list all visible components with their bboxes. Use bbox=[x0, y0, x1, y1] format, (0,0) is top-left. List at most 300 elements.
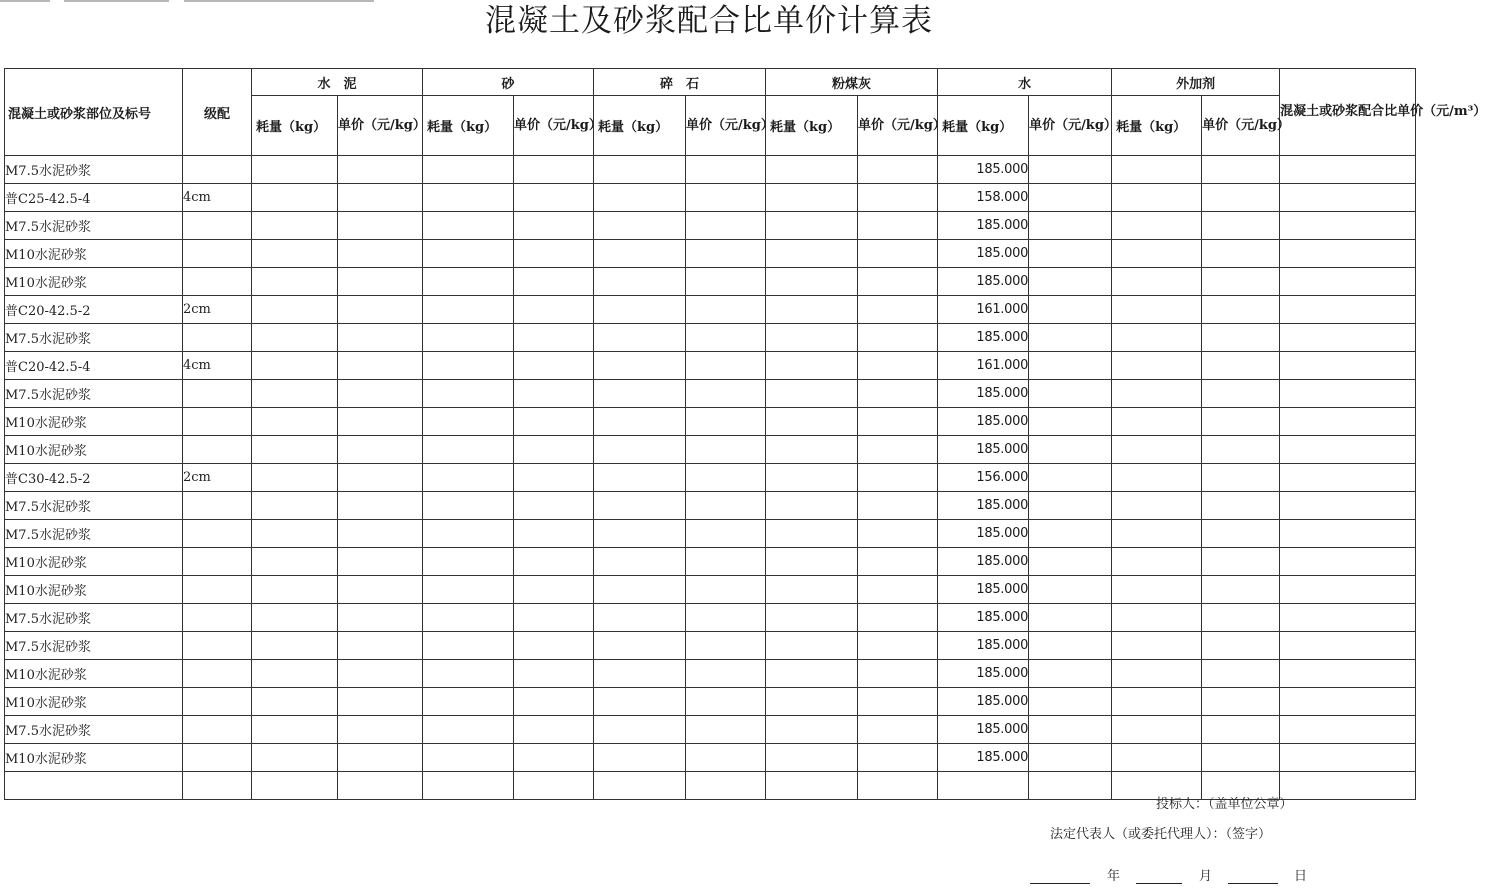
cell-empty bbox=[338, 716, 423, 744]
cell-empty bbox=[594, 632, 686, 660]
header-part: 混凝土或砂浆部位及标号 bbox=[5, 69, 183, 156]
cell-empty bbox=[338, 352, 423, 380]
cell-empty bbox=[252, 268, 338, 296]
header-group-water: 水 bbox=[938, 69, 1112, 96]
cell-empty bbox=[338, 464, 423, 492]
cell-empty bbox=[766, 492, 858, 520]
cell-grade bbox=[183, 380, 252, 408]
cell-empty bbox=[252, 492, 338, 520]
cell-grade: 4cm bbox=[183, 352, 252, 380]
cell-empty bbox=[423, 716, 514, 744]
cell-empty bbox=[1029, 184, 1112, 212]
cell-empty bbox=[338, 436, 423, 464]
cell-empty bbox=[594, 688, 686, 716]
cell-empty bbox=[1280, 576, 1416, 604]
table-row bbox=[5, 184, 1416, 212]
cell-empty bbox=[423, 184, 514, 212]
cell-grade bbox=[183, 268, 252, 296]
cell-empty bbox=[1029, 436, 1112, 464]
cell-empty bbox=[338, 772, 423, 800]
cell-empty bbox=[858, 604, 938, 632]
cell-empty bbox=[594, 492, 686, 520]
cell-empty bbox=[858, 772, 938, 800]
cell-empty bbox=[766, 184, 858, 212]
cell-empty bbox=[1029, 660, 1112, 688]
cell-empty bbox=[686, 156, 766, 184]
cell-empty bbox=[1029, 380, 1112, 408]
cell-part: M7.5水泥砂浆 bbox=[5, 492, 183, 520]
header-group-flyash: 粉煤灰 bbox=[766, 69, 938, 96]
cell-water-qty: 185.000 bbox=[938, 240, 1029, 268]
cell-empty bbox=[338, 548, 423, 576]
cell-empty bbox=[1202, 464, 1280, 492]
cell-empty bbox=[1112, 268, 1202, 296]
cell-empty bbox=[1112, 240, 1202, 268]
cell-empty bbox=[1202, 184, 1280, 212]
page-title: 混凝土及砂浆配合比单价计算表 bbox=[485, 3, 933, 39]
header-price: 单价（元/kg） bbox=[514, 96, 594, 156]
cell-grade bbox=[183, 632, 252, 660]
cell-empty bbox=[686, 184, 766, 212]
cell-empty bbox=[766, 352, 858, 380]
table-row bbox=[5, 212, 1416, 240]
cell-grade bbox=[183, 576, 252, 604]
cell-part: M10水泥砂浆 bbox=[5, 576, 183, 604]
cell-empty bbox=[514, 576, 594, 604]
cell-empty bbox=[766, 520, 858, 548]
cell-empty bbox=[338, 296, 423, 324]
cell-empty bbox=[858, 688, 938, 716]
cell-empty bbox=[338, 688, 423, 716]
cell-empty bbox=[594, 380, 686, 408]
cell-empty bbox=[1280, 632, 1416, 660]
cell-empty bbox=[252, 296, 338, 324]
cell-empty bbox=[514, 324, 594, 352]
cell-empty bbox=[858, 632, 938, 660]
table-row bbox=[5, 380, 1416, 408]
cell-empty bbox=[766, 548, 858, 576]
cell-empty bbox=[1280, 156, 1416, 184]
cell-empty bbox=[766, 744, 858, 772]
header-unit-price: 混凝土或砂浆配合比单价（元/m³） bbox=[1280, 69, 1416, 156]
cell-empty bbox=[1280, 716, 1416, 744]
cell-empty bbox=[252, 436, 338, 464]
cell-empty bbox=[252, 576, 338, 604]
cell-empty bbox=[766, 268, 858, 296]
cell-empty bbox=[858, 492, 938, 520]
cell-empty bbox=[514, 212, 594, 240]
day-blank-line bbox=[1228, 883, 1278, 884]
cell-empty bbox=[766, 156, 858, 184]
header-qty: 耗量（kg） bbox=[1112, 96, 1202, 156]
cell-empty bbox=[686, 324, 766, 352]
cell-empty bbox=[514, 548, 594, 576]
cell-part: M10水泥砂浆 bbox=[5, 660, 183, 688]
cell-part: 普C20-42.5-2 bbox=[5, 296, 183, 324]
cell-empty bbox=[1202, 492, 1280, 520]
cell-empty bbox=[686, 632, 766, 660]
cell-empty bbox=[514, 352, 594, 380]
cell-empty bbox=[1280, 436, 1416, 464]
cell-empty bbox=[858, 380, 938, 408]
cell-empty bbox=[686, 380, 766, 408]
cell-empty bbox=[686, 604, 766, 632]
cell-empty bbox=[766, 660, 858, 688]
cell-empty bbox=[1280, 772, 1416, 800]
header-group-gravel: 碎 石 bbox=[594, 69, 766, 96]
cell-part: M7.5水泥砂浆 bbox=[5, 380, 183, 408]
cell-water-qty: 185.000 bbox=[938, 436, 1029, 464]
cell-water-qty: 156.000 bbox=[938, 464, 1029, 492]
cell-water-qty: 185.000 bbox=[938, 716, 1029, 744]
cell-empty bbox=[1280, 184, 1416, 212]
cell-empty bbox=[594, 744, 686, 772]
cell-empty bbox=[594, 464, 686, 492]
cell-empty bbox=[1202, 604, 1280, 632]
cell-empty bbox=[1280, 744, 1416, 772]
cell-empty bbox=[1280, 212, 1416, 240]
cell-empty bbox=[514, 156, 594, 184]
cell-empty bbox=[1112, 296, 1202, 324]
cell-empty bbox=[514, 296, 594, 324]
cell-empty bbox=[1202, 240, 1280, 268]
cell-empty bbox=[1029, 352, 1112, 380]
cell-grade bbox=[183, 660, 252, 688]
table-row bbox=[5, 492, 1416, 520]
cell-empty bbox=[1280, 296, 1416, 324]
cell-empty bbox=[1202, 548, 1280, 576]
cell-part: M7.5水泥砂浆 bbox=[5, 156, 183, 184]
cell-grade: 4cm bbox=[183, 184, 252, 212]
table-row bbox=[5, 436, 1416, 464]
footer-bidder: 投标人：（盖单位公章） bbox=[1156, 797, 1293, 812]
cell-empty bbox=[1029, 576, 1112, 604]
cell-empty bbox=[252, 240, 338, 268]
cell-water-qty: 185.000 bbox=[938, 632, 1029, 660]
cell-water-qty: 185.000 bbox=[938, 688, 1029, 716]
cell-empty bbox=[252, 772, 338, 800]
cell-empty bbox=[1029, 156, 1112, 184]
table-row bbox=[5, 324, 1416, 352]
cell-empty bbox=[594, 212, 686, 240]
header-price: 单价（元/kg） bbox=[1029, 96, 1112, 156]
cell-empty bbox=[423, 576, 514, 604]
cell-part: M7.5水泥砂浆 bbox=[5, 604, 183, 632]
cell-empty bbox=[686, 436, 766, 464]
cell-empty bbox=[252, 380, 338, 408]
cell-empty bbox=[1280, 520, 1416, 548]
cell-water-qty: 185.000 bbox=[938, 604, 1029, 632]
cell-empty bbox=[514, 436, 594, 464]
cell-empty bbox=[423, 548, 514, 576]
cell-grade: 2cm bbox=[183, 464, 252, 492]
cell-empty bbox=[686, 772, 766, 800]
cell-empty bbox=[252, 184, 338, 212]
cell-empty bbox=[858, 296, 938, 324]
cell-empty bbox=[1112, 464, 1202, 492]
cell-empty bbox=[1112, 352, 1202, 380]
cell-empty bbox=[858, 408, 938, 436]
cell-empty bbox=[252, 548, 338, 576]
table-row bbox=[5, 604, 1416, 632]
cell-empty bbox=[252, 324, 338, 352]
cell-empty bbox=[1280, 380, 1416, 408]
cell-part: M10水泥砂浆 bbox=[5, 436, 183, 464]
cell-empty bbox=[514, 184, 594, 212]
cell-empty bbox=[252, 716, 338, 744]
cell-empty bbox=[514, 464, 594, 492]
cell-empty bbox=[686, 352, 766, 380]
cell-empty bbox=[514, 772, 594, 800]
cell-empty bbox=[1029, 632, 1112, 660]
cell-empty bbox=[1280, 492, 1416, 520]
cell-grade bbox=[183, 324, 252, 352]
cell-empty bbox=[766, 772, 858, 800]
cell-empty bbox=[1202, 688, 1280, 716]
cell-empty bbox=[594, 268, 686, 296]
header-price: 单价（元/kg） bbox=[686, 96, 766, 156]
cell-empty bbox=[1202, 324, 1280, 352]
cell-empty bbox=[858, 212, 938, 240]
cell-empty bbox=[423, 352, 514, 380]
table-row bbox=[5, 520, 1416, 548]
cell-empty bbox=[1280, 240, 1416, 268]
cell-empty bbox=[766, 436, 858, 464]
cell-empty bbox=[766, 240, 858, 268]
cell-empty bbox=[1280, 660, 1416, 688]
cell-empty bbox=[423, 632, 514, 660]
cell-empty bbox=[1280, 604, 1416, 632]
footer-representative: 法定代表人（或委托代理人）：（签字） bbox=[1050, 827, 1272, 842]
cell-empty bbox=[338, 492, 423, 520]
cell-empty bbox=[1112, 520, 1202, 548]
cell-empty bbox=[594, 296, 686, 324]
table-row bbox=[5, 156, 1416, 184]
cell-empty bbox=[858, 240, 938, 268]
cell-empty bbox=[1112, 436, 1202, 464]
cell-empty bbox=[1112, 324, 1202, 352]
cell-part: M10水泥砂浆 bbox=[5, 548, 183, 576]
cell-empty bbox=[858, 576, 938, 604]
cell-empty bbox=[338, 744, 423, 772]
cell-empty bbox=[338, 576, 423, 604]
cell-water-qty: 161.000 bbox=[938, 296, 1029, 324]
cell-empty bbox=[1202, 744, 1280, 772]
cell-empty bbox=[594, 240, 686, 268]
cell-empty bbox=[252, 688, 338, 716]
cell-empty bbox=[686, 212, 766, 240]
cell-empty bbox=[1280, 268, 1416, 296]
cell-empty bbox=[514, 268, 594, 296]
header-qty: 耗量（kg） bbox=[594, 96, 686, 156]
cell-empty bbox=[514, 716, 594, 744]
cell-grade bbox=[183, 212, 252, 240]
cell-empty bbox=[766, 716, 858, 744]
cell-empty bbox=[858, 156, 938, 184]
footer-day: 日 bbox=[1294, 869, 1308, 884]
cell-empty bbox=[766, 464, 858, 492]
cell-empty bbox=[766, 688, 858, 716]
cell-empty bbox=[858, 268, 938, 296]
header-group-cement: 水 泥 bbox=[252, 69, 423, 96]
cell-empty bbox=[1029, 604, 1112, 632]
cell-empty bbox=[514, 660, 594, 688]
cell-water-qty: 185.000 bbox=[938, 492, 1029, 520]
cell-empty bbox=[423, 660, 514, 688]
cell-empty bbox=[686, 520, 766, 548]
cell-empty bbox=[252, 352, 338, 380]
cell-empty bbox=[338, 632, 423, 660]
cell-empty bbox=[338, 184, 423, 212]
cell-empty bbox=[766, 604, 858, 632]
cell-part: M7.5水泥砂浆 bbox=[5, 324, 183, 352]
cell-part: M10水泥砂浆 bbox=[5, 744, 183, 772]
cell-empty bbox=[252, 604, 338, 632]
cell-empty bbox=[594, 716, 686, 744]
header-qty: 耗量（kg） bbox=[252, 96, 338, 156]
cell-empty bbox=[1029, 324, 1112, 352]
cell-empty bbox=[423, 604, 514, 632]
cell-empty bbox=[766, 296, 858, 324]
cell-empty bbox=[1029, 520, 1112, 548]
cell-empty bbox=[338, 212, 423, 240]
cell-water-qty: 185.000 bbox=[938, 380, 1029, 408]
cell-grade bbox=[183, 492, 252, 520]
cell-part: M7.5水泥砂浆 bbox=[5, 716, 183, 744]
cell-empty bbox=[1280, 408, 1416, 436]
cell-grade: 2cm bbox=[183, 296, 252, 324]
cell-water-qty: 185.000 bbox=[938, 548, 1029, 576]
cell-empty bbox=[686, 492, 766, 520]
header-qty: 耗量（kg） bbox=[766, 96, 858, 156]
cell-empty bbox=[5, 772, 183, 800]
header-row-groups bbox=[5, 69, 1416, 96]
cell-empty bbox=[1202, 436, 1280, 464]
cell-empty bbox=[1112, 716, 1202, 744]
cell-empty bbox=[252, 660, 338, 688]
cell-empty bbox=[423, 744, 514, 772]
cell-water-qty: 185.000 bbox=[938, 520, 1029, 548]
table-row bbox=[5, 576, 1416, 604]
cell-empty bbox=[252, 212, 338, 240]
year-blank-line bbox=[1030, 883, 1090, 884]
cell-empty bbox=[252, 464, 338, 492]
cell-empty bbox=[766, 576, 858, 604]
cell-empty bbox=[766, 212, 858, 240]
cell-empty bbox=[423, 408, 514, 436]
cell-empty bbox=[686, 296, 766, 324]
cell-empty bbox=[1280, 548, 1416, 576]
cell-empty bbox=[686, 240, 766, 268]
cell-empty bbox=[1029, 268, 1112, 296]
cell-empty bbox=[1280, 688, 1416, 716]
table-row bbox=[5, 408, 1416, 436]
cell-empty bbox=[1112, 380, 1202, 408]
cell-empty bbox=[1112, 184, 1202, 212]
cell-empty bbox=[686, 744, 766, 772]
cell-empty bbox=[423, 688, 514, 716]
cell-empty bbox=[1029, 240, 1112, 268]
cell-water-qty: 185.000 bbox=[938, 408, 1029, 436]
cell-empty bbox=[514, 632, 594, 660]
cell-part: M10水泥砂浆 bbox=[5, 268, 183, 296]
cell-empty bbox=[686, 268, 766, 296]
cell-part: M7.5水泥砂浆 bbox=[5, 520, 183, 548]
cell-empty bbox=[423, 492, 514, 520]
cell-empty bbox=[423, 156, 514, 184]
cell-empty bbox=[686, 464, 766, 492]
cell-empty bbox=[338, 324, 423, 352]
cell-part: 普C25-42.5-4 bbox=[5, 184, 183, 212]
cell-empty bbox=[338, 408, 423, 436]
price-table bbox=[4, 68, 1486, 800]
cell-empty bbox=[423, 464, 514, 492]
header-price: 单价（元/kg） bbox=[858, 96, 938, 156]
cell-empty bbox=[594, 604, 686, 632]
cell-empty bbox=[514, 380, 594, 408]
table-body bbox=[5, 156, 1416, 800]
cell-empty bbox=[1029, 772, 1112, 800]
cell-empty bbox=[766, 408, 858, 436]
cell-empty bbox=[1112, 408, 1202, 436]
cell-empty bbox=[1112, 604, 1202, 632]
cell-empty bbox=[594, 576, 686, 604]
cell-empty bbox=[514, 688, 594, 716]
cell-water-qty: 158.000 bbox=[938, 184, 1029, 212]
cell-empty bbox=[686, 688, 766, 716]
table-row bbox=[5, 632, 1416, 660]
cell-part: M7.5水泥砂浆 bbox=[5, 212, 183, 240]
cell-empty bbox=[423, 240, 514, 268]
cell-empty bbox=[858, 660, 938, 688]
cell-empty bbox=[338, 268, 423, 296]
cell-empty bbox=[594, 520, 686, 548]
table-row bbox=[5, 240, 1416, 268]
cell-empty bbox=[252, 744, 338, 772]
cell-empty bbox=[1202, 156, 1280, 184]
cell-empty bbox=[1202, 380, 1280, 408]
cell-empty bbox=[514, 744, 594, 772]
cell-water-qty: 185.000 bbox=[938, 324, 1029, 352]
cell-grade bbox=[183, 716, 252, 744]
month-blank-line bbox=[1136, 883, 1182, 884]
table-row bbox=[5, 464, 1416, 492]
cell-empty bbox=[252, 156, 338, 184]
cell-part: 普C30-42.5-2 bbox=[5, 464, 183, 492]
cell-empty bbox=[766, 632, 858, 660]
cell-empty bbox=[1112, 744, 1202, 772]
cell-empty bbox=[1202, 268, 1280, 296]
cell-empty bbox=[858, 716, 938, 744]
cell-empty bbox=[858, 184, 938, 212]
cell-empty bbox=[252, 408, 338, 436]
cell-empty bbox=[514, 520, 594, 548]
cell-empty bbox=[1202, 520, 1280, 548]
cell-empty bbox=[338, 240, 423, 268]
cell-empty bbox=[594, 660, 686, 688]
cell-part: M10水泥砂浆 bbox=[5, 408, 183, 436]
cell-empty bbox=[1029, 492, 1112, 520]
cell-empty bbox=[514, 604, 594, 632]
cell-empty bbox=[594, 772, 686, 800]
header-qty: 耗量（kg） bbox=[938, 96, 1029, 156]
cell-empty bbox=[514, 240, 594, 268]
cell-empty bbox=[423, 296, 514, 324]
cell-grade bbox=[183, 436, 252, 464]
header-price: 单价（元/kg） bbox=[338, 96, 423, 156]
header-grade: 级配 bbox=[183, 69, 252, 156]
cell-empty bbox=[858, 436, 938, 464]
